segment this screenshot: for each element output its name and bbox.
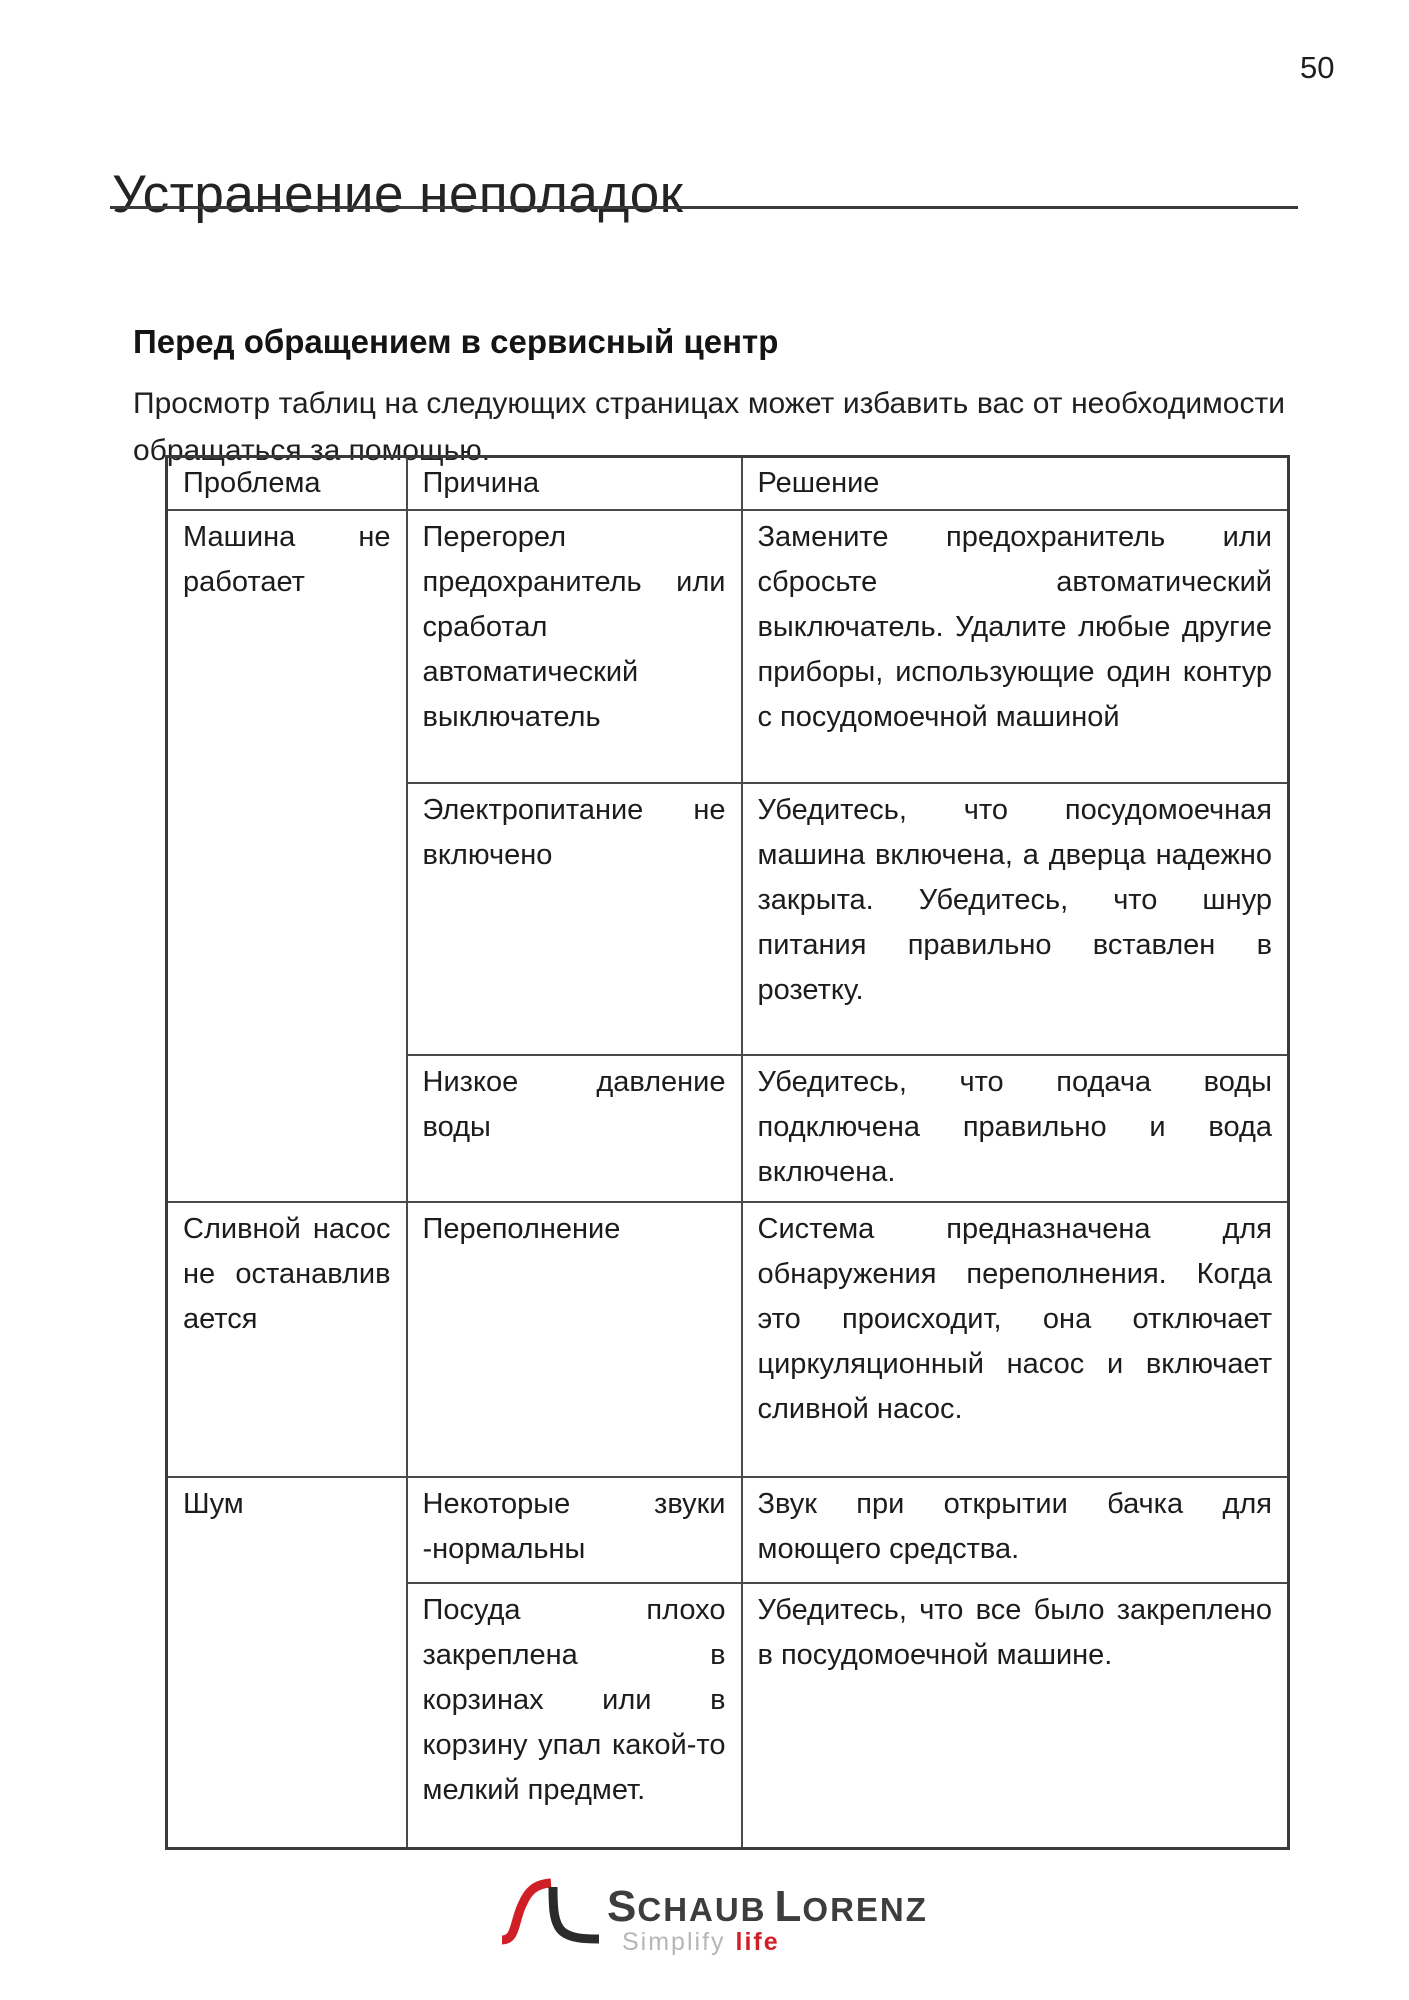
solution-cell: Система предназначена для обнаружения переполнения. Когда это происходит, она отключает циркуляционный насос и включает сливной насос.: [742, 1202, 1289, 1477]
col-header-solution: Решение: [742, 457, 1289, 511]
intro-paragraph: Просмотр таблиц на следующих страницах может избавить вас от необходимости обращаться за помощью.: [133, 387, 1285, 467]
cause-cell: Переполнение: [407, 1202, 742, 1477]
problem-cell: Шум: [167, 1477, 407, 1848]
brand-rest: CHAUB: [637, 1891, 767, 1928]
brand-tagline: [622, 1928, 780, 1957]
solution-cell: Убедитесь, что подача воды подключена правильно и вода включена.: [742, 1055, 1289, 1202]
brand-initial: S: [607, 1882, 638, 1931]
cause-cell: Электропитание не включено: [407, 783, 742, 1055]
brand-rest: ORENZ: [802, 1891, 928, 1928]
col-header-cause: Причина: [407, 457, 742, 511]
problem-cell: Машина не работает: [167, 510, 407, 1202]
problem-cell: Сливной насос не останавлив​ается: [167, 1202, 407, 1477]
page-title: Устранение неполадок: [112, 164, 684, 224]
table-row: [167, 1477, 1289, 1583]
table-row: [167, 510, 1289, 783]
page-number: 50: [1300, 50, 1335, 85]
brand-initial: L: [774, 1882, 803, 1931]
solution-cell: Убедитесь, что посудомоечная машина включена, а дверца надежно закрыта. Убедитесь, что шнур питания правильно вставлен в розетку.: [742, 783, 1289, 1055]
section-heading: Перед обращением в сервисный центр: [133, 323, 779, 361]
cause-cell: Посуда плохо закреплена в корзинах или в корзину упал какой-то мелкий предмет.: [407, 1583, 742, 1848]
cause-cell: Низкое давление воды: [407, 1055, 742, 1202]
tagline-word: life: [735, 1928, 780, 1956]
tagline-word: Simplify: [622, 1928, 726, 1956]
cause-cell: Перегорел предохранитель или сработал автоматический выключатель: [407, 510, 742, 783]
solution-cell: Замените предохранитель или сбросьте автоматический выключатель. Удалите любые другие приборы, использующие один контур с посудомоечной машиной: [742, 510, 1289, 783]
schaub-lorenz-logo: [498, 1876, 603, 1953]
brand-mark-icon: [498, 1876, 603, 1948]
brand-text: [607, 1882, 928, 1932]
solution-cell: Звук при открытии бачка для моющего средства.: [742, 1477, 1289, 1583]
solution-cell: Убедитесь, что все было закреплено в посудомоечной машине.: [742, 1583, 1289, 1848]
table-header-row: [167, 457, 1289, 511]
troubleshooting-table: [165, 455, 1290, 1850]
cause-cell: Некоторые звуки -нормальны: [407, 1477, 742, 1583]
table-row: [167, 1202, 1289, 1477]
title-rule: [110, 206, 1298, 209]
col-header-problem: Проблема: [167, 457, 407, 511]
